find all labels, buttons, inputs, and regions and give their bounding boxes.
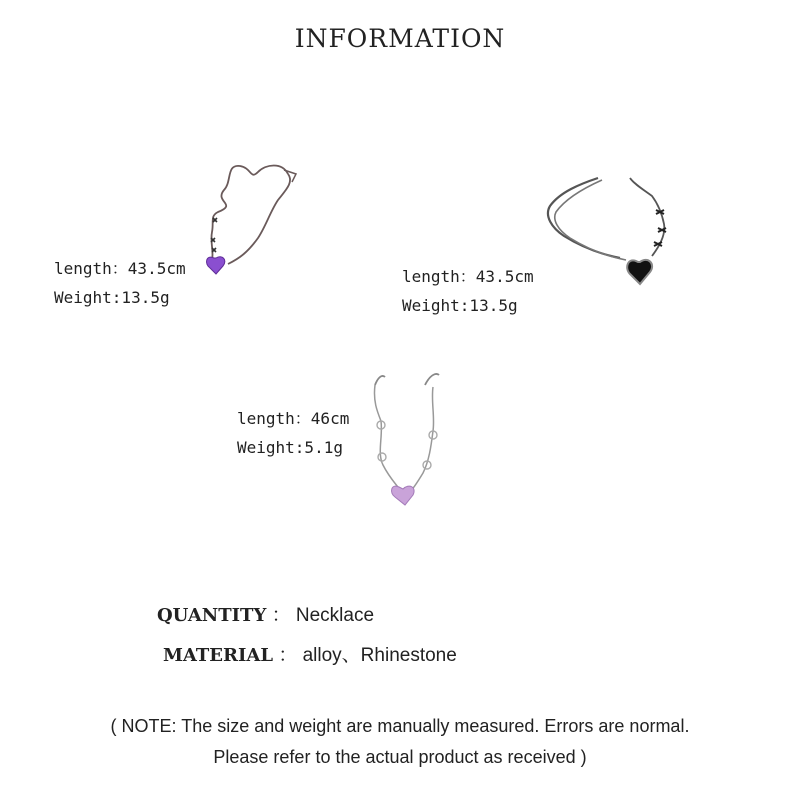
necklace-2-weight: Weight:13.5g	[402, 296, 518, 315]
quantity-row	[157, 600, 374, 627]
note-line-1: ( NOTE: The size and weight are manually measured. Errors are normal.	[110, 716, 690, 736]
necklace-1-weight: Weight:13.5g	[54, 288, 170, 307]
necklace-1-length: length：43.5cm	[54, 259, 186, 278]
necklace-3-specs	[237, 404, 349, 462]
page-title: INFORMATION	[294, 24, 506, 53]
necklace-3-length: length：46cm	[237, 409, 350, 428]
pink-heart-necklace-icon	[355, 365, 455, 510]
quantity-separator: ：	[271, 605, 291, 626]
quantity-value: Necklace	[295, 605, 375, 626]
material-value: alloy、Rhinestone	[302, 645, 457, 666]
material-row	[163, 640, 457, 667]
note-line-2: Please refer to the actual product as received )	[213, 747, 587, 767]
black-heart-necklace-icon	[540, 170, 690, 300]
material-separator: ：	[278, 645, 298, 666]
purple-heart-necklace-icon	[196, 160, 306, 285]
quantity-label: QUANTITY	[157, 605, 267, 626]
necklace-3-weight: Weight:5.1g	[237, 438, 343, 457]
necklace-2-specs	[402, 262, 534, 320]
necklace-2-length: length：43.5cm	[402, 267, 534, 286]
necklace-1-specs	[54, 254, 186, 312]
material-label: MATERIAL	[163, 645, 274, 666]
